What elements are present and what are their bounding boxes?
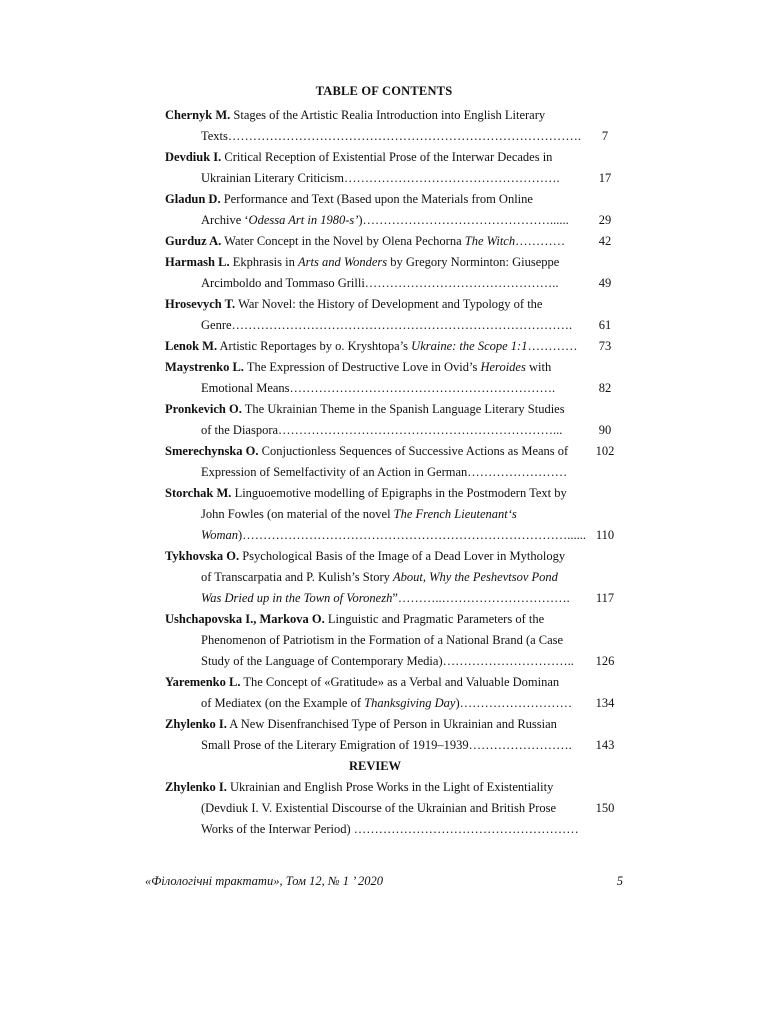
toc-title-text: John Fowles (on material of the novel — [201, 507, 394, 521]
toc-entry-line — [165, 735, 625, 756]
toc-page-number: 150 — [595, 801, 615, 815]
toc-title-text: The Concept of «Gratitude» as a Verbal and Valuable Dominan — [243, 675, 560, 689]
toc-title-text: Ukrainian and English Prose Works in the Light of Existentiality — [229, 780, 554, 794]
toc-entry-line — [165, 504, 625, 525]
toc-author: Harmash L. — [165, 255, 230, 269]
toc-title-text: of Mediatex (on the Example of — [201, 696, 365, 710]
toc-entry-line — [165, 588, 625, 609]
toc-entry[interactable] — [165, 231, 625, 252]
toc-title-text: by Gregory Norminton: Giuseppe — [387, 255, 560, 269]
toc-title-text: ………… — [527, 339, 578, 353]
toc-entry-line — [165, 714, 625, 735]
toc-entry-line — [165, 210, 625, 231]
toc-title-text: )………………………………………...... — [358, 213, 569, 227]
toc-entry-line — [165, 357, 625, 378]
toc-title-text: Artistic Reportages by o. Kryshtopa’s — [219, 339, 412, 353]
toc-title-italic: Ukraine: the Scope 1:1 — [411, 339, 528, 353]
toc-entry-line — [165, 231, 625, 252]
toc-page-number: 117 — [595, 591, 615, 605]
toc-page-number: 126 — [595, 654, 615, 668]
toc-title-text: ”………..…………………………. — [392, 591, 570, 605]
toc-page-number: 42 — [598, 234, 612, 248]
toc-title-text: Texts…………………………………………………………………………. — [201, 129, 582, 143]
toc-entry-line — [165, 819, 625, 840]
toc-author: Gurduz A. — [165, 234, 222, 248]
review-heading: REVIEW — [348, 759, 402, 773]
toc-entry[interactable] — [165, 294, 625, 336]
toc-title-text: Psychological Basis of the Image of a Dead Lover in Mythology — [242, 549, 566, 563]
toc-entry-line — [165, 336, 625, 357]
toc-entry-line — [165, 525, 625, 546]
toc-title-text: with — [525, 360, 552, 374]
toc-entry[interactable] — [165, 399, 625, 441]
toc-entry-line — [165, 399, 625, 420]
toc-entry[interactable] — [165, 483, 625, 546]
toc-title-text: )……………………… — [455, 696, 573, 710]
page-title: TABLE OF CONTENTS — [315, 84, 453, 98]
toc-author: Zhylenko I. — [165, 780, 227, 794]
toc-title-text: Study of the Language of Contemporary Media)………………………….. — [201, 654, 574, 668]
toc-entry[interactable] — [165, 189, 625, 231]
toc-title-text: Critical Reception of Existential Prose of the Interwar Decades in — [224, 150, 553, 164]
toc-entry[interactable] — [165, 147, 625, 189]
toc-title-text: War Novel: the History of Development and Typology of the — [238, 297, 543, 311]
toc-entry-line — [165, 546, 625, 567]
toc-entry[interactable] — [165, 672, 625, 714]
toc-page-number: 134 — [595, 696, 615, 710]
toc-entry[interactable] — [165, 441, 625, 483]
toc-author: Gladun D. — [165, 192, 221, 206]
toc-title-text: Works of the Interwar Period) ……………………………………………… — [201, 822, 579, 836]
toc-entry-line — [165, 273, 625, 294]
toc-title-text: Phenomenon of Patriotism in the Formation of a National Brand (a Case — [201, 633, 564, 647]
toc-page-number: 143 — [595, 738, 615, 752]
toc-entry-line — [165, 147, 625, 168]
toc-title-text: of Transcarpatia and P. Kulish’s Story — [201, 570, 394, 584]
table-of-contents — [165, 105, 625, 840]
toc-entry[interactable] — [165, 714, 625, 756]
journal-name: «Філологічні трактати», Том 12, № 1 ’ 2020 — [145, 874, 384, 888]
toc-title-text: The Expression of Destructive Love in Ovid’s — [246, 360, 481, 374]
toc-entry[interactable] — [165, 252, 625, 294]
toc-author: Storchak M. — [165, 486, 232, 500]
toc-title-text: Archive ‘ — [201, 213, 249, 227]
toc-entry-line — [165, 630, 625, 651]
toc-entry[interactable] — [165, 336, 625, 357]
toc-entry[interactable] — [165, 546, 625, 609]
toc-title-text: Genre………………………………………………………………………. — [201, 318, 573, 332]
toc-entry-line — [165, 798, 625, 819]
toc-entry-line — [165, 441, 625, 462]
toc-entry[interactable] — [165, 609, 625, 672]
toc-author: Chernyk M. — [165, 108, 231, 122]
toc-author: Tykhovska O. — [165, 549, 240, 563]
toc-title-italic: Arts and Wonders — [298, 255, 388, 269]
toc-title-italic: Thanksgiving Day — [364, 696, 456, 710]
toc-author: Lenok M. — [165, 339, 218, 353]
toc-title-text: Stages of the Artistic Realia Introduction into English Literary — [233, 108, 546, 122]
toc-title-text: A New Disenfranchised Type of Person in Ukrainian and Russian — [229, 717, 557, 731]
toc-title-italic: About, Why the Peshevtsov Pond — [393, 570, 558, 584]
toc-title-italic: Odessa Art in 1980-s’ — [248, 213, 359, 227]
toc-title-text: (Devdiuk I. V. Existential Discourse of the Ukrainian and British Prose — [201, 801, 557, 815]
toc-author: Zhylenko I. — [165, 717, 227, 731]
toc-title-text: Conjuctionless Sequences of Successive Actions as Means of — [261, 444, 569, 458]
toc-entry-line — [165, 294, 625, 315]
toc-title-text: Ukrainian Literary Criticism……………………………………………. — [201, 171, 560, 185]
toc-page-number: 61 — [598, 318, 612, 332]
toc-entry-line — [165, 462, 625, 483]
toc-title-text: Arcimboldo and Tommaso Grilli……………………………………….. — [201, 276, 559, 290]
toc-title-italic: Heroides — [480, 360, 526, 374]
toc-entry-line — [165, 378, 625, 399]
toc-author: Ushchapovska I., Markova O. — [165, 612, 325, 626]
toc-page-number: 17 — [598, 171, 612, 185]
toc-page-number: 49 — [598, 276, 612, 290]
toc-entry-line — [165, 651, 625, 672]
toc-page-number: 102 — [595, 444, 615, 458]
toc-title-text: Performance and Text (Based upon the Materials from Online — [223, 192, 533, 206]
page-footer — [145, 874, 623, 889]
toc-entry-line — [165, 126, 625, 147]
toc-entry-line — [165, 105, 625, 126]
toc-page-number: 90 — [598, 423, 612, 437]
toc-entry-line — [165, 168, 625, 189]
toc-title-italic: The Witch — [464, 234, 516, 248]
toc-title-text: Ekphrasis in — [232, 255, 298, 269]
page-number: 5 — [616, 874, 623, 888]
toc-page-number: 73 — [598, 339, 612, 353]
toc-entry-line — [165, 609, 625, 630]
toc-author: Devdiuk I. — [165, 150, 222, 164]
toc-author: Yaremenko L. — [165, 675, 241, 689]
toc-page-number: 7 — [601, 129, 609, 143]
toc-author: Smerechynska O. — [165, 444, 259, 458]
toc-entry-line — [165, 420, 625, 441]
toc-entry-line — [165, 777, 625, 798]
toc-entry-line — [165, 567, 625, 588]
toc-page-number: 82 — [598, 381, 612, 395]
toc-title-text: Expression of Semelfactivity of an Action in German…………………… — [201, 465, 568, 479]
toc-title-text: Linguoemotive modelling of Epigraphs in the Postmodern Text by — [234, 486, 567, 500]
toc-entry[interactable] — [165, 357, 625, 399]
toc-author: Maystrenko L. — [165, 360, 244, 374]
toc-title-italic: The French Lieutenant‘s — [393, 507, 517, 521]
toc-entry-line — [165, 189, 625, 210]
toc-entry-line — [165, 315, 625, 336]
toc-entry[interactable] — [165, 777, 625, 840]
toc-entry-line — [165, 672, 625, 693]
toc-entry[interactable] — [165, 105, 625, 147]
toc-entry-line — [165, 483, 625, 504]
toc-entry-line — [165, 693, 625, 714]
toc-title-italic: Was Dried up in the Town of Voronezh — [201, 591, 393, 605]
toc-title-text: ………… — [515, 234, 566, 248]
toc-title-text: Linguistic and Pragmatic Parameters of the — [327, 612, 545, 626]
toc-page-number: 110 — [595, 528, 615, 542]
toc-title-text: Small Prose of the Literary Emigration of 1919–1939……………………. — [201, 738, 572, 752]
toc-entry-line — [165, 252, 625, 273]
toc-author: Pronkevich O. — [165, 402, 242, 416]
toc-author: Hrosevych T. — [165, 297, 236, 311]
toc-title-text: of the Diaspora…………………………………………………………... — [201, 423, 563, 437]
toc-title-text: Water Concept in the Novel by Olena Pechorna — [224, 234, 465, 248]
toc-page-number: 29 — [598, 213, 612, 227]
toc-title-italic: Woman — [201, 528, 239, 542]
toc-title-text: )……………………………………………………………………...... — [238, 528, 586, 542]
toc-title-text: The Ukrainian Theme in the Spanish Language Literary Studies — [244, 402, 565, 416]
toc-title-text: Emotional Means………………………………………………………. — [201, 381, 556, 395]
